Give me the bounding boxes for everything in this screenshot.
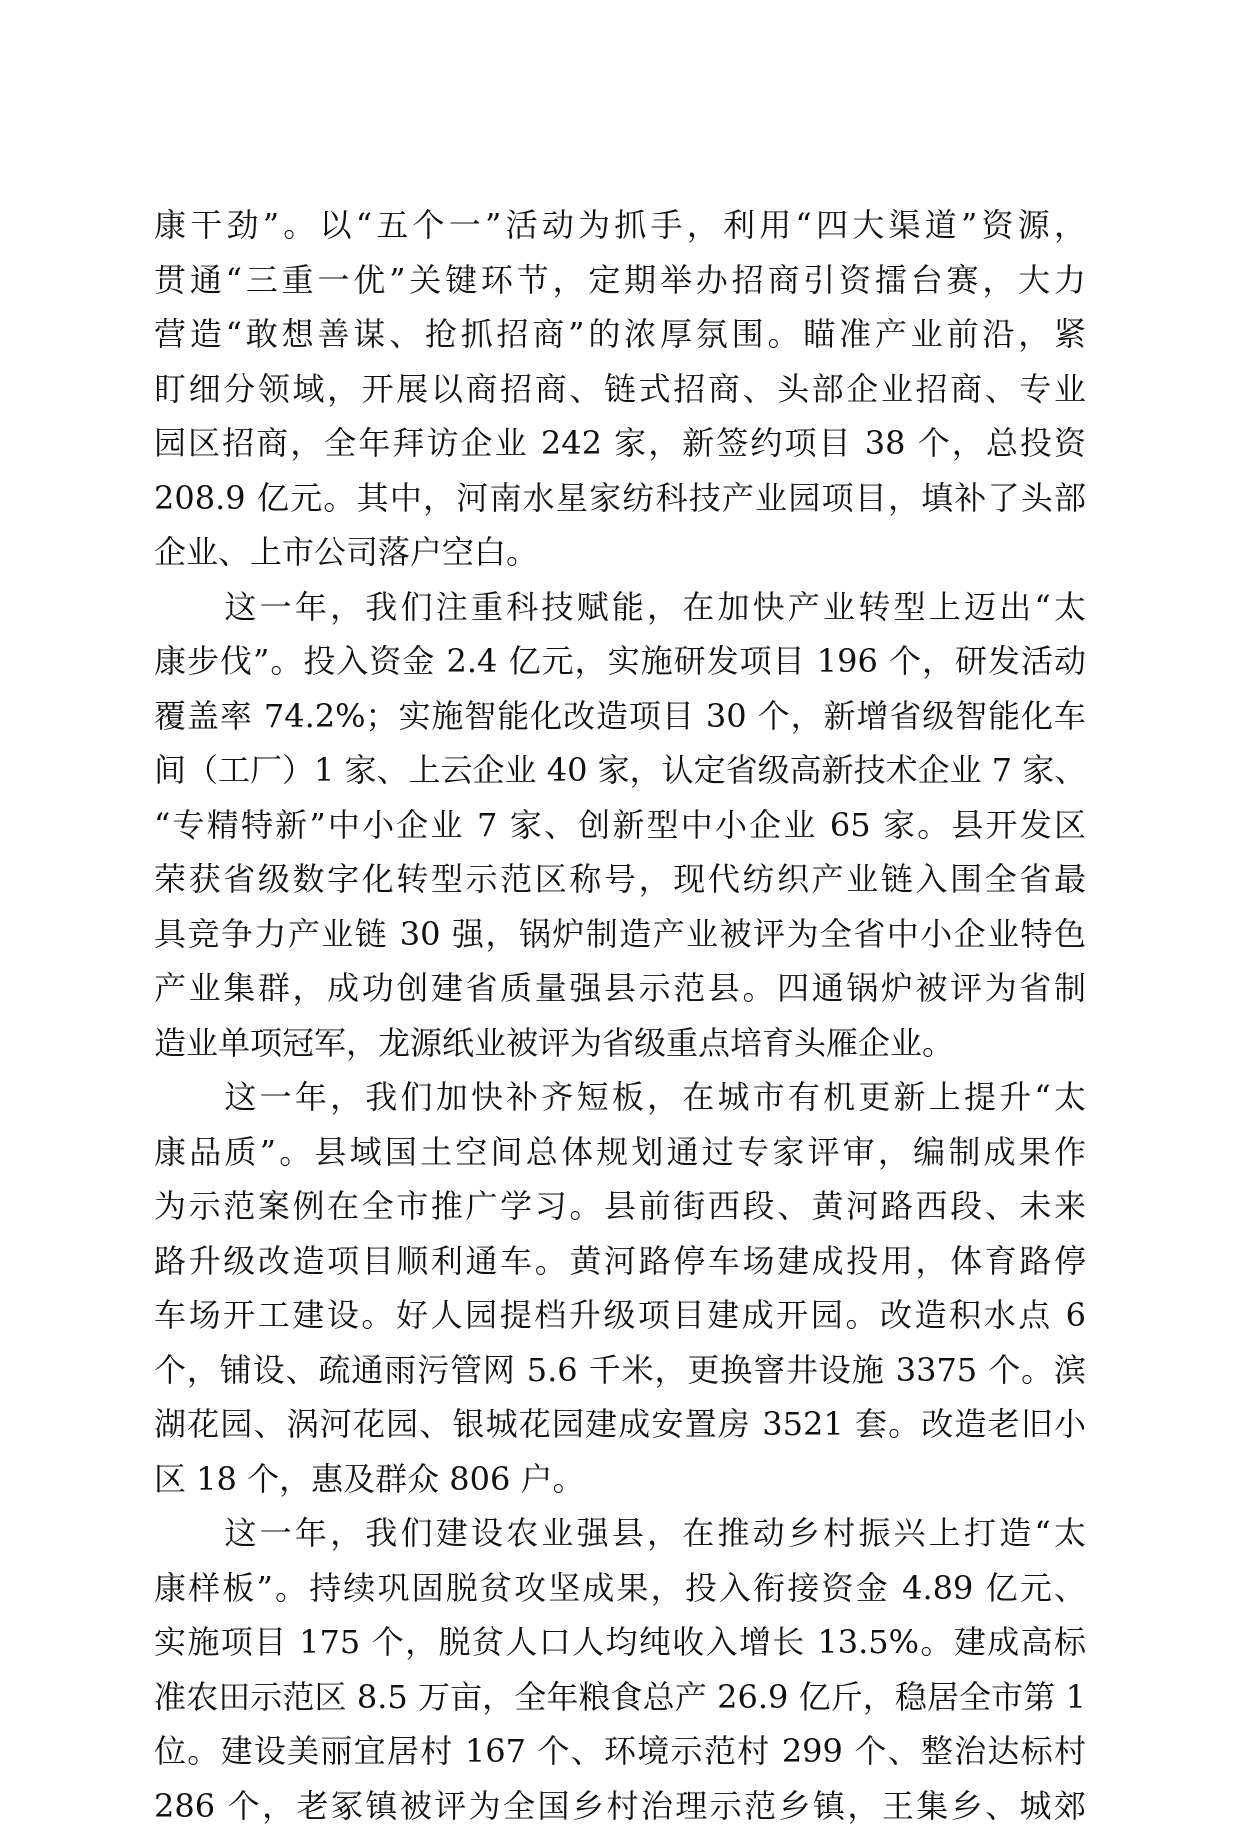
text-line: 湖花园、涡河花园、银城花园建成安置房 3521 套。改造老旧小 — [154, 1397, 1086, 1452]
text-line: 准农田示范区 8.5 万亩，全年粮食总产 26.9 亿斤，稳居全市第 1 — [154, 1670, 1086, 1725]
text-line: 这一年，我们建设农业强县，在推动乡村振兴上打造“太 — [154, 1506, 1086, 1561]
text-line: 贯通“三重一优”关键环节，定期举办招商引资擂台赛，大力 — [154, 253, 1086, 308]
text-line: “专精特新”中小企业 7 家、创新型中小企业 65 家。县开发区 — [154, 798, 1086, 853]
text-line: 造业单项冠军，龙源纸业被评为省级重点培育头雁企业。 — [154, 1016, 1086, 1071]
text-line: 康样板”。持续巩固脱贫攻坚成果，投入衔接资金 4.89 亿元、 — [154, 1561, 1086, 1616]
text-line: 营造“敢想善谋、抢抓招商”的浓厚氛围。瞄准产业前沿，紧 — [154, 307, 1086, 362]
text-line: 康品质”。县域国土空间总体规划通过专家评审，编制成果作 — [154, 1125, 1086, 1180]
document-page — [154, 198, 1086, 1833]
text-line: 实施项目 175 个，脱贫人口人均纯收入增长 13.5%。建成高标 — [154, 1615, 1086, 1670]
text-line: 路升级改造项目顺利通车。黄河路停车场建成投用，体育路停 — [154, 1234, 1086, 1289]
text-line: 区 18 个，惠及群众 806 户。 — [154, 1452, 1086, 1507]
text-line: 位。建设美丽宜居村 167 个、环境示范村 299 个、整治达标村 — [154, 1724, 1086, 1779]
text-line: 产业集群，成功创建省质量强县示范县。四通锅炉被评为省制 — [154, 961, 1086, 1016]
text-line: 这一年，我们加快补齐短板，在城市有机更新上提升“太 — [154, 1070, 1086, 1125]
text-line: 荣获省级数字化转型示范区称号，现代纺织产业链入围全省最 — [154, 852, 1086, 907]
text-line: 间（工厂）1 家、上云企业 40 家，认定省级高新技术企业 7 家、 — [154, 743, 1086, 798]
text-line: 园区招商，全年拜访企业 242 家，新签约项目 38 个，总投资 — [154, 416, 1086, 471]
text-line: 车场开工建设。好人园提档升级项目建成开园。改造积水点 6 — [154, 1288, 1086, 1343]
text-line: 286 个，老冢镇被评为全国乡村治理示范乡镇，王集乡、城郊 — [154, 1779, 1086, 1833]
text-line: 个，铺设、疏通雨污管网 5.6 千米，更换窨井设施 3375 个。滨 — [154, 1343, 1086, 1398]
text-line: 208.9 亿元。其中，河南水星家纺科技产业园项目，填补了头部 — [154, 471, 1086, 526]
text-line: 企业、上市公司落户空白。 — [154, 525, 1086, 580]
text-line: 为示范案例在全市推广学习。县前街西段、黄河路西段、未来 — [154, 1179, 1086, 1234]
text-line: 这一年，我们注重科技赋能，在加快产业转型上迈出“太 — [154, 580, 1086, 635]
text-line: 康步伐”。投入资金 2.4 亿元，实施研发项目 196 个，研发活动 — [154, 634, 1086, 689]
text-line: 康干劲”。以“五个一”活动为抓手，利用“四大渠道”资源， — [154, 198, 1086, 253]
text-line: 盯细分领域，开展以商招商、链式招商、头部企业招商、专业 — [154, 362, 1086, 417]
text-line: 具竞争力产业链 30 强，锅炉制造产业被评为全省中小企业特色 — [154, 907, 1086, 962]
text-line: 覆盖率 74.2%；实施智能化改造项目 30 个，新增省级智能化车 — [154, 689, 1086, 744]
